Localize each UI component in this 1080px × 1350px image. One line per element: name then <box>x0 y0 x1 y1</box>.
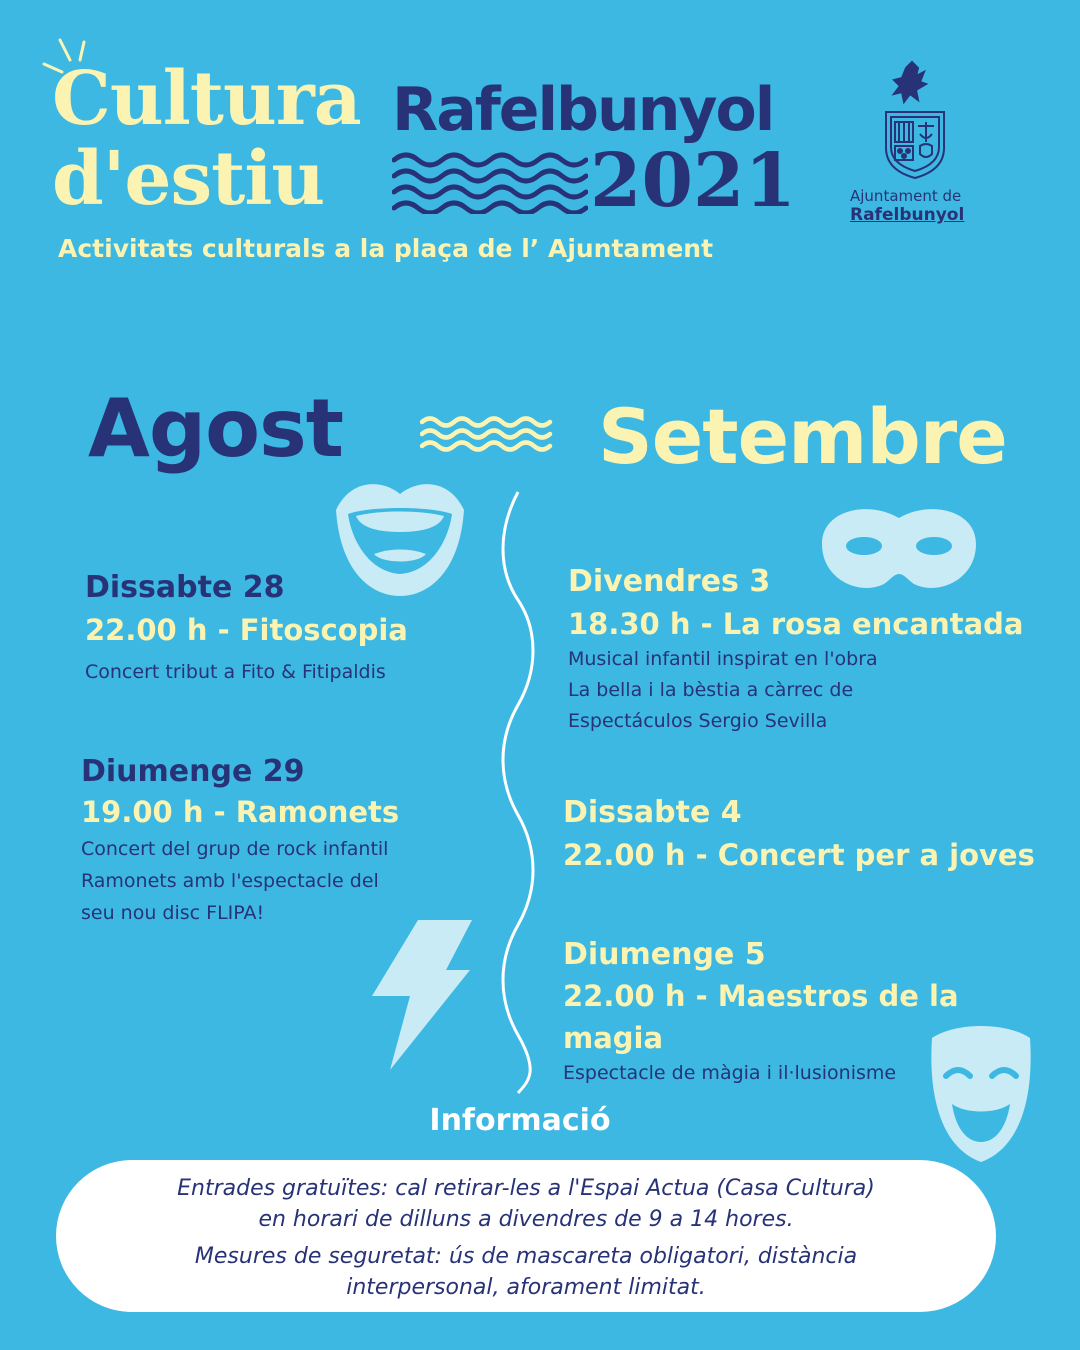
event-time-title: 22.00 h - Concert per a joves <box>563 838 1035 872</box>
event-description: Concert del grup de rock infantil <box>81 838 389 860</box>
title-year: 2021 <box>590 138 796 224</box>
event-day: Dissabte 4 <box>563 795 742 830</box>
info-title: Informació <box>429 1103 611 1138</box>
waves-icon <box>392 148 588 214</box>
title-town: Rafelbunyol <box>392 75 774 145</box>
title-destiu: d'estiu <box>52 136 325 222</box>
logo-text-bottom: Rafelbunyol <box>850 205 965 225</box>
event-time-title: 18.30 h - La rosa encantada <box>568 607 1024 641</box>
event-time-title: 22.00 h - Maestros de la <box>563 979 959 1013</box>
info-line: interpersonal, aforament limitat. <box>346 1275 706 1300</box>
wavy-divider <box>490 490 550 1095</box>
event-description: La bella i la bèstia a càrrec de <box>568 679 854 701</box>
info-line: Mesures de seguretat: ús de mascareta obligatori, distància <box>194 1244 858 1269</box>
event-description: seu nou disc FLIPA! <box>81 902 265 924</box>
waves-icon <box>420 412 556 458</box>
event-description: Musical infantil inspirat en l'obra <box>568 648 878 670</box>
theatre-mask-icon <box>926 1018 1036 1164</box>
event-day: Divendres 3 <box>568 564 771 599</box>
event-time-title: 19.00 h - Ramonets <box>81 795 400 829</box>
event-day: Dissabte 28 <box>85 570 285 605</box>
info-box <box>56 1160 996 1312</box>
month-agost: Agost <box>88 382 343 475</box>
eye-mask-icon <box>818 500 980 596</box>
logo-text-top: Ajuntament de <box>850 187 962 205</box>
event-time-title: magia <box>563 1021 664 1055</box>
info-line: en horari de dilluns a divendres de 9 a 14 hores. <box>258 1207 794 1232</box>
event-time-title: 22.00 h - Fitoscopia <box>85 613 408 647</box>
subtitle: Activitats culturals a la plaça de l’ Ajuntament <box>58 234 714 263</box>
event-description: Ramonets amb l'espectacle del <box>81 870 379 892</box>
singing-mouth-icon <box>330 480 470 600</box>
event-day: Diumenge 29 <box>81 754 305 789</box>
event-day: Diumenge 5 <box>563 937 766 972</box>
info-line: Entrades gratuïtes: cal retirar-les a l'Espai Actua (Casa Cultura) <box>177 1176 875 1201</box>
event-description: Espectáculos Sergio Sevilla <box>568 710 828 732</box>
event-description: Espectacle de màgia i il·lusionisme <box>563 1062 897 1084</box>
title-cultura: Cultura <box>52 56 361 142</box>
month-setembre: Setembre <box>598 392 1007 481</box>
lightning-bolt-icon <box>370 918 474 1072</box>
event-description: Concert tribut a Fito & Fitipaldis <box>85 661 386 683</box>
coat-of-arms-icon <box>882 60 948 180</box>
